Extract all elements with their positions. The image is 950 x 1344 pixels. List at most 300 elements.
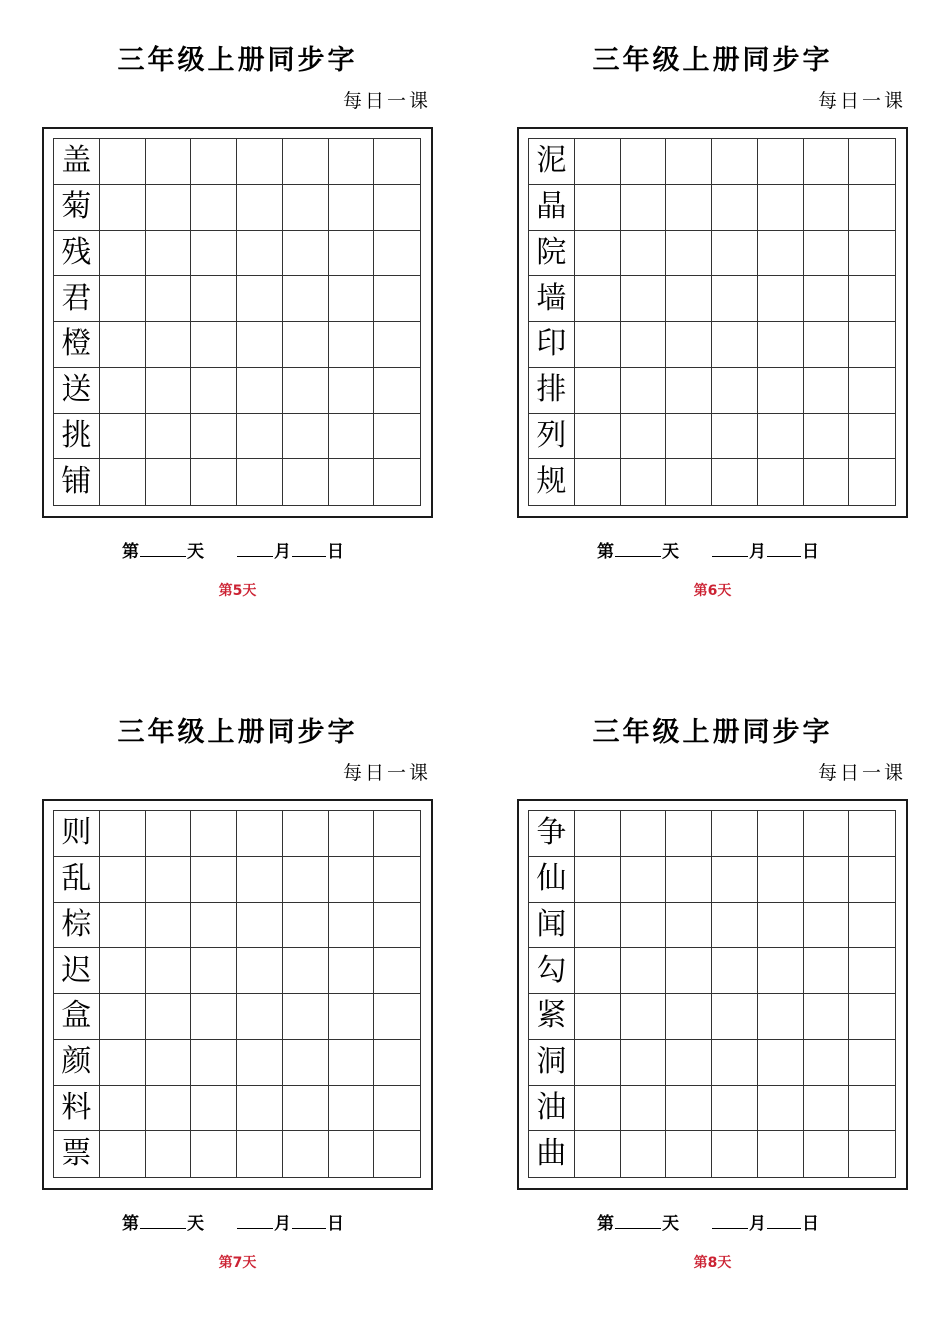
practice-cell: [100, 139, 146, 185]
practice-cell: [329, 231, 375, 277]
practice-cell: [283, 185, 329, 231]
practice-cell: [146, 994, 192, 1040]
practice-cell: [191, 368, 237, 414]
practice-cell: [712, 414, 758, 460]
practice-cell: [146, 459, 192, 505]
practice-cell: [146, 1040, 192, 1086]
practice-cell: [374, 231, 420, 277]
model-character: 盖: [54, 139, 100, 185]
practice-cell: [849, 231, 895, 277]
practice-cell: [191, 857, 237, 903]
practice-grid: [528, 138, 896, 506]
model-character: 油: [529, 1086, 575, 1132]
practice-cell: [804, 185, 850, 231]
practice-cell: [146, 276, 192, 322]
practice-cell: [374, 811, 420, 857]
model-character: 洞: [529, 1040, 575, 1086]
practice-cell: [621, 1040, 667, 1086]
day-label: 第6天: [693, 583, 732, 599]
date-date-label: 日: [802, 542, 819, 562]
practice-cell: [237, 903, 283, 949]
practice-cell: [621, 948, 667, 994]
practice-cell: [374, 1131, 420, 1177]
practice-cell: [283, 414, 329, 460]
date-day-label: 天: [187, 542, 204, 562]
practice-cell: [283, 948, 329, 994]
day-number-blank: [615, 540, 661, 557]
practice-cell: [146, 1131, 192, 1177]
practice-cell: [575, 1040, 621, 1086]
month-blank: [712, 540, 748, 557]
practice-cell: [712, 231, 758, 277]
practice-cell: [621, 994, 667, 1040]
practice-cell: [191, 948, 237, 994]
model-character: 列: [529, 414, 575, 460]
date-prefix: 第: [597, 1214, 614, 1234]
practice-cell: [237, 1131, 283, 1177]
practice-cell: [621, 414, 667, 460]
model-character: 紧: [529, 994, 575, 1040]
practice-cell: [758, 276, 804, 322]
practice-cell: [146, 322, 192, 368]
practice-cell: [712, 948, 758, 994]
practice-cell: [374, 139, 420, 185]
practice-cell: [758, 994, 804, 1040]
practice-cell: [712, 185, 758, 231]
model-character: 料: [54, 1086, 100, 1132]
practice-cell: [374, 1086, 420, 1132]
practice-cell: [146, 185, 192, 231]
model-character: 曲: [529, 1131, 575, 1177]
practice-cell: [712, 459, 758, 505]
practice-cell: [374, 857, 420, 903]
practice-cell: [283, 368, 329, 414]
practice-cell: [666, 459, 712, 505]
date-date-label: 日: [327, 542, 344, 562]
day-label: 第5天: [218, 583, 257, 599]
practice-cell: [191, 414, 237, 460]
practice-cell: [758, 414, 804, 460]
practice-cell: [575, 811, 621, 857]
sheet-title: 三年级上册同步字: [117, 45, 358, 76]
practice-cell: [758, 857, 804, 903]
model-character: 挑: [54, 414, 100, 460]
practice-cell: [758, 185, 804, 231]
practice-grid-frame: [42, 799, 433, 1190]
model-character: 印: [529, 322, 575, 368]
practice-cell: [758, 459, 804, 505]
sheet-subtitle: 每日一课: [817, 90, 906, 112]
practice-cell: [374, 276, 420, 322]
practice-cell: [146, 139, 192, 185]
practice-cell: [374, 994, 420, 1040]
practice-cell: [100, 948, 146, 994]
date-blank: [292, 1212, 326, 1229]
date-month-label: 月: [274, 542, 291, 562]
practice-cell: [758, 948, 804, 994]
practice-cell: [329, 322, 375, 368]
practice-cell: [666, 139, 712, 185]
practice-cell: [849, 857, 895, 903]
practice-cell: [666, 948, 712, 994]
practice-cell: [237, 322, 283, 368]
practice-cell: [329, 1086, 375, 1132]
date-line: [122, 537, 344, 562]
practice-cell: [329, 857, 375, 903]
practice-cell: [191, 903, 237, 949]
practice-cell: [575, 322, 621, 368]
practice-cell: [804, 948, 850, 994]
practice-cell: [758, 811, 804, 857]
date-blank: [767, 540, 801, 557]
practice-cell: [712, 139, 758, 185]
sheet-title: 三年级上册同步字: [592, 45, 833, 76]
practice-cell: [237, 811, 283, 857]
practice-cell: [804, 857, 850, 903]
practice-cell: [849, 903, 895, 949]
practice-cell: [329, 459, 375, 505]
practice-cell: [146, 231, 192, 277]
practice-sheet-1: [0, 0, 475, 672]
practice-grid: [528, 810, 896, 1178]
practice-cell: [666, 414, 712, 460]
practice-cell: [849, 1086, 895, 1132]
practice-cell: [329, 903, 375, 949]
model-character: 仙: [529, 857, 575, 903]
sheet-subtitle: 每日一课: [342, 762, 431, 784]
model-character: 菊: [54, 185, 100, 231]
practice-cell: [191, 459, 237, 505]
practice-cell: [329, 811, 375, 857]
practice-cell: [666, 231, 712, 277]
practice-cell: [329, 1131, 375, 1177]
practice-cell: [329, 1040, 375, 1086]
practice-cell: [237, 948, 283, 994]
practice-cell: [666, 322, 712, 368]
practice-cell: [666, 857, 712, 903]
practice-cell: [191, 276, 237, 322]
practice-cell: [374, 185, 420, 231]
practice-cell: [849, 139, 895, 185]
practice-cell: [100, 322, 146, 368]
practice-cell: [712, 903, 758, 949]
practice-cell: [666, 903, 712, 949]
practice-cell: [621, 231, 667, 277]
practice-cell: [283, 459, 329, 505]
date-prefix: 第: [597, 542, 614, 562]
practice-cell: [575, 1131, 621, 1177]
practice-cell: [712, 994, 758, 1040]
practice-cell: [191, 231, 237, 277]
practice-cell: [621, 276, 667, 322]
practice-cell: [804, 1040, 850, 1086]
month-blank: [237, 540, 273, 557]
practice-cell: [100, 857, 146, 903]
model-character: 闻: [529, 903, 575, 949]
practice-cell: [329, 276, 375, 322]
practice-cell: [191, 811, 237, 857]
practice-cell: [100, 1040, 146, 1086]
practice-cell: [621, 368, 667, 414]
practice-cell: [237, 139, 283, 185]
practice-cell: [283, 276, 329, 322]
practice-cell: [621, 1086, 667, 1132]
practice-cell: [575, 185, 621, 231]
practice-cell: [100, 994, 146, 1040]
practice-cell: [237, 1086, 283, 1132]
date-blank: [292, 540, 326, 557]
practice-cell: [666, 1040, 712, 1086]
practice-cell: [758, 1040, 804, 1086]
practice-cell: [804, 903, 850, 949]
practice-cell: [283, 994, 329, 1040]
date-day-label: 天: [662, 542, 679, 562]
model-character: 盒: [54, 994, 100, 1040]
date-day-label: 天: [662, 1214, 679, 1234]
practice-cell: [575, 368, 621, 414]
practice-cell: [237, 185, 283, 231]
practice-cell: [849, 994, 895, 1040]
practice-cell: [329, 185, 375, 231]
practice-cell: [849, 185, 895, 231]
model-character: 棕: [54, 903, 100, 949]
practice-cell: [329, 139, 375, 185]
practice-cell: [374, 1040, 420, 1086]
practice-cell: [374, 459, 420, 505]
sheet-title: 三年级上册同步字: [117, 717, 358, 748]
practice-cell: [804, 139, 850, 185]
model-character: 勾: [529, 948, 575, 994]
practice-cell: [100, 811, 146, 857]
practice-cell: [758, 1131, 804, 1177]
practice-cell: [237, 414, 283, 460]
practice-cell: [712, 276, 758, 322]
practice-cell: [804, 414, 850, 460]
model-character: 排: [529, 368, 575, 414]
practice-sheet-4: [475, 672, 950, 1344]
practice-cell: [575, 857, 621, 903]
date-blank: [767, 1212, 801, 1229]
practice-cell: [804, 459, 850, 505]
practice-grid: [53, 810, 421, 1178]
date-prefix: 第: [122, 1214, 139, 1234]
day-number-blank: [140, 540, 186, 557]
practice-cell: [237, 1040, 283, 1086]
practice-cell: [849, 414, 895, 460]
practice-cell: [191, 322, 237, 368]
practice-grid-frame: [517, 799, 908, 1190]
practice-cell: [100, 231, 146, 277]
day-label: 第7天: [218, 1255, 257, 1271]
practice-cell: [804, 1086, 850, 1132]
practice-cell: [283, 857, 329, 903]
practice-cell: [191, 1040, 237, 1086]
practice-cell: [666, 276, 712, 322]
practice-cell: [100, 185, 146, 231]
practice-cell: [329, 368, 375, 414]
practice-cell: [146, 811, 192, 857]
practice-cell: [712, 368, 758, 414]
practice-cell: [237, 994, 283, 1040]
practice-cell: [758, 322, 804, 368]
sheet-subtitle: 每日一课: [342, 90, 431, 112]
date-line: [597, 1209, 819, 1234]
date-line: [122, 1209, 344, 1234]
practice-sheet-3: [0, 672, 475, 1344]
practice-cell: [237, 231, 283, 277]
practice-cell: [758, 139, 804, 185]
date-line: [597, 537, 819, 562]
practice-cell: [849, 1040, 895, 1086]
practice-cell: [575, 414, 621, 460]
practice-cell: [758, 1086, 804, 1132]
practice-cell: [712, 857, 758, 903]
practice-cell: [666, 185, 712, 231]
date-month-label: 月: [749, 1214, 766, 1234]
practice-cell: [804, 811, 850, 857]
model-character: 颜: [54, 1040, 100, 1086]
sheet-subtitle: 每日一课: [817, 762, 906, 784]
practice-cell: [575, 994, 621, 1040]
practice-cell: [283, 322, 329, 368]
practice-cell: [329, 994, 375, 1040]
model-character: 规: [529, 459, 575, 505]
practice-cell: [666, 1131, 712, 1177]
practice-cell: [849, 276, 895, 322]
practice-cell: [758, 903, 804, 949]
practice-cell: [621, 139, 667, 185]
practice-cell: [712, 1040, 758, 1086]
practice-cell: [283, 231, 329, 277]
practice-cell: [146, 414, 192, 460]
model-character: 墙: [529, 276, 575, 322]
model-character: 争: [529, 811, 575, 857]
model-character: 则: [54, 811, 100, 857]
practice-cell: [191, 139, 237, 185]
month-blank: [712, 1212, 748, 1229]
practice-cell: [575, 903, 621, 949]
practice-cell: [374, 903, 420, 949]
practice-cell: [374, 368, 420, 414]
model-character: 君: [54, 276, 100, 322]
practice-cell: [237, 368, 283, 414]
practice-cell: [283, 1040, 329, 1086]
model-character: 泥: [529, 139, 575, 185]
practice-cell: [621, 1131, 667, 1177]
practice-cell: [621, 459, 667, 505]
practice-grid-frame: [517, 127, 908, 518]
practice-cell: [712, 322, 758, 368]
practice-cell: [283, 1086, 329, 1132]
practice-cell: [237, 459, 283, 505]
practice-cell: [849, 1131, 895, 1177]
practice-cell: [712, 1086, 758, 1132]
practice-cell: [804, 276, 850, 322]
practice-cell: [849, 322, 895, 368]
model-character: 送: [54, 368, 100, 414]
practice-cell: [575, 276, 621, 322]
practice-cell: [621, 903, 667, 949]
practice-cell: [804, 231, 850, 277]
practice-cell: [100, 368, 146, 414]
date-month-label: 月: [749, 542, 766, 562]
practice-cell: [712, 1131, 758, 1177]
practice-grid-frame: [42, 127, 433, 518]
day-label: 第8天: [693, 1255, 732, 1271]
practice-cell: [146, 368, 192, 414]
practice-cell: [100, 276, 146, 322]
month-blank: [237, 1212, 273, 1229]
practice-cell: [666, 368, 712, 414]
practice-cell: [100, 459, 146, 505]
practice-cell: [849, 368, 895, 414]
practice-cell: [100, 414, 146, 460]
sheet-title: 三年级上册同步字: [592, 717, 833, 748]
practice-cell: [575, 231, 621, 277]
practice-cell: [191, 1086, 237, 1132]
practice-cell: [191, 1131, 237, 1177]
practice-cell: [849, 811, 895, 857]
date-month-label: 月: [274, 1214, 291, 1234]
model-character: 橙: [54, 322, 100, 368]
practice-cell: [374, 322, 420, 368]
practice-cell: [666, 994, 712, 1040]
model-character: 铺: [54, 459, 100, 505]
practice-cell: [804, 322, 850, 368]
practice-cell: [146, 857, 192, 903]
day-number-blank: [615, 1212, 661, 1229]
practice-cell: [100, 903, 146, 949]
date-date-label: 日: [802, 1214, 819, 1234]
practice-sheet-2: [475, 0, 950, 672]
practice-cell: [804, 368, 850, 414]
practice-cell: [849, 948, 895, 994]
date-prefix: 第: [122, 542, 139, 562]
practice-cell: [146, 1086, 192, 1132]
practice-cell: [575, 948, 621, 994]
practice-cell: [146, 948, 192, 994]
practice-cell: [712, 811, 758, 857]
practice-grid: [53, 138, 421, 506]
practice-cell: [758, 368, 804, 414]
practice-cell: [329, 948, 375, 994]
model-character: 乱: [54, 857, 100, 903]
practice-cell: [621, 322, 667, 368]
practice-cell: [191, 185, 237, 231]
practice-cell: [621, 857, 667, 903]
practice-cell: [575, 459, 621, 505]
practice-cell: [329, 414, 375, 460]
practice-cell: [283, 1131, 329, 1177]
practice-cell: [575, 139, 621, 185]
practice-cell: [575, 1086, 621, 1132]
model-character: 迟: [54, 948, 100, 994]
practice-cell: [804, 1131, 850, 1177]
practice-cell: [146, 903, 192, 949]
practice-cell: [237, 276, 283, 322]
model-character: 晶: [529, 185, 575, 231]
practice-cell: [100, 1086, 146, 1132]
practice-cell: [849, 459, 895, 505]
practice-cell: [283, 139, 329, 185]
practice-cell: [100, 1131, 146, 1177]
model-character: 院: [529, 231, 575, 277]
practice-cell: [666, 811, 712, 857]
practice-cell: [758, 231, 804, 277]
practice-cell: [237, 857, 283, 903]
practice-cell: [666, 1086, 712, 1132]
practice-cell: [621, 811, 667, 857]
